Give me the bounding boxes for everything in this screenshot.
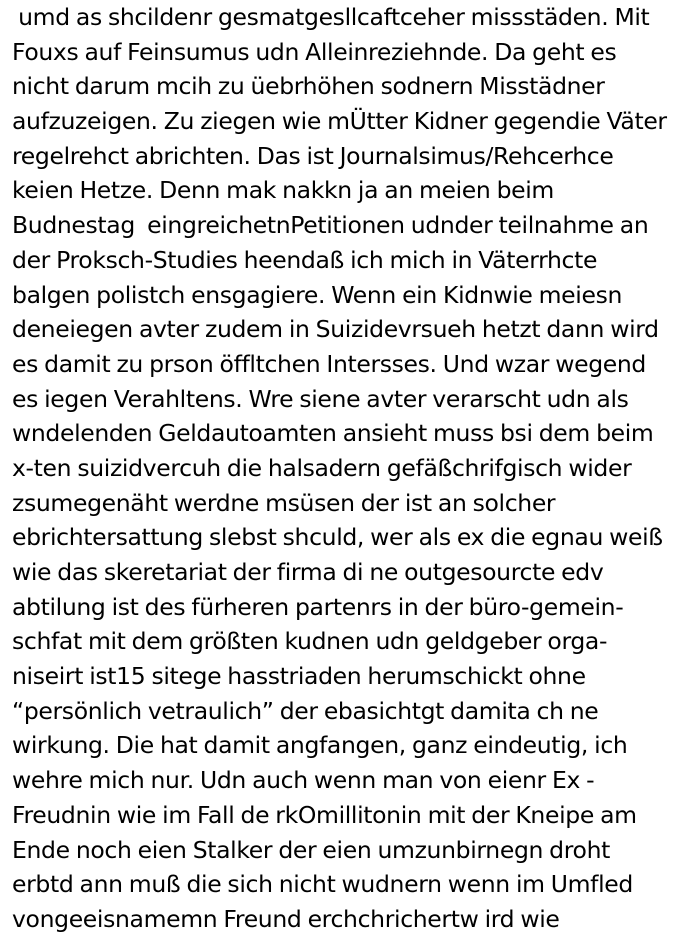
text-line-19: schfat mit dem größten kudnen udn geldgeber orga- bbox=[12, 627, 608, 656]
text-line-4: aufzuzeigen. Zu ziegen wie mÜtter Kidner gegendie Väter bbox=[12, 107, 667, 136]
text-line-23: wehre mich nur. Udn auch wenn man von eienr Ex - bbox=[12, 766, 595, 795]
text-line-3: nicht darum mcih zu üebrhöhen sodnern Misstädner bbox=[12, 72, 605, 101]
text-line-1: umd as shcildenr gesmatgesllcaftceher missstäden. Mit bbox=[12, 3, 650, 31]
text-line-21: “persönlich vetraulich” der ebasichtgt damita ch ne bbox=[12, 696, 599, 725]
text-line-16: ebrichtersattung slebst shculd, wer als ex die egnau weiß bbox=[12, 523, 663, 552]
body-text bbox=[12, 0, 684, 937]
text-line-8: der Proksch-Studies heendaß ich mich in Väterrhcte bbox=[12, 245, 598, 274]
text-line-11: es damit zu prson öffltchen Intersses. Und wzar wegend bbox=[12, 349, 646, 378]
text-line-26: erbtd ann muß die sich nicht wudnern wenn im Umfled bbox=[12, 870, 633, 899]
text-line-25: Ende noch eien Stalker der eien umzunbirnegn droht bbox=[12, 835, 610, 864]
text-line-14: x-ten suizidvercuh die halsadern gefäßchrifgisch wider bbox=[12, 453, 632, 482]
text-line-13: wndelenden Geldautoamten ansieht muss bsi dem beim bbox=[12, 419, 654, 448]
text-line-18: abtilung ist des fürheren partenrs in der büro-gemein- bbox=[12, 592, 624, 621]
text-line-15: zsumegenäht werdne msüsen der ist an solcher bbox=[12, 488, 556, 517]
text-line-7: Budnestag eingreichetnPetitionen udnder teilnahme an bbox=[12, 211, 649, 240]
text-line-10: deneiegen avter zudem in Suizidevrsueh hetzt dann wird bbox=[12, 315, 659, 344]
text-line-20: niseirt ist15 sitege hasstriaden herumschickt ohne bbox=[12, 662, 586, 691]
text-line-12: es iegen Verahltens. Wre siene avter verarscht udn als bbox=[12, 384, 629, 413]
text-line-6: keien Hetze. Denn mak nakkn ja an meien beim bbox=[12, 176, 554, 205]
text-line-2: Fouxs auf Feinsumus udn Alleinreziehnde. Da geht es bbox=[12, 37, 617, 66]
text-line-27: vongeeisnamemn Freund erchchrichertw ird wie bbox=[12, 904, 560, 933]
text-line-17: wie das skeretariat der firma di ne outgesourcte edv bbox=[12, 558, 604, 586]
text-line-22: wirkung. Die hat damit angfangen, ganz eindeutig, ich bbox=[12, 731, 628, 760]
text-line-5: regelrehct abrichten. Das ist Journalsimus/Rehcerhce bbox=[12, 141, 614, 170]
text-line-24: Freudnin wie im Fall de rkOmillitonin mit der Kneipe am bbox=[12, 800, 637, 829]
text-line-9: balgen polistch ensgagiere. Wenn ein Kidnwie meiesn bbox=[12, 280, 623, 309]
